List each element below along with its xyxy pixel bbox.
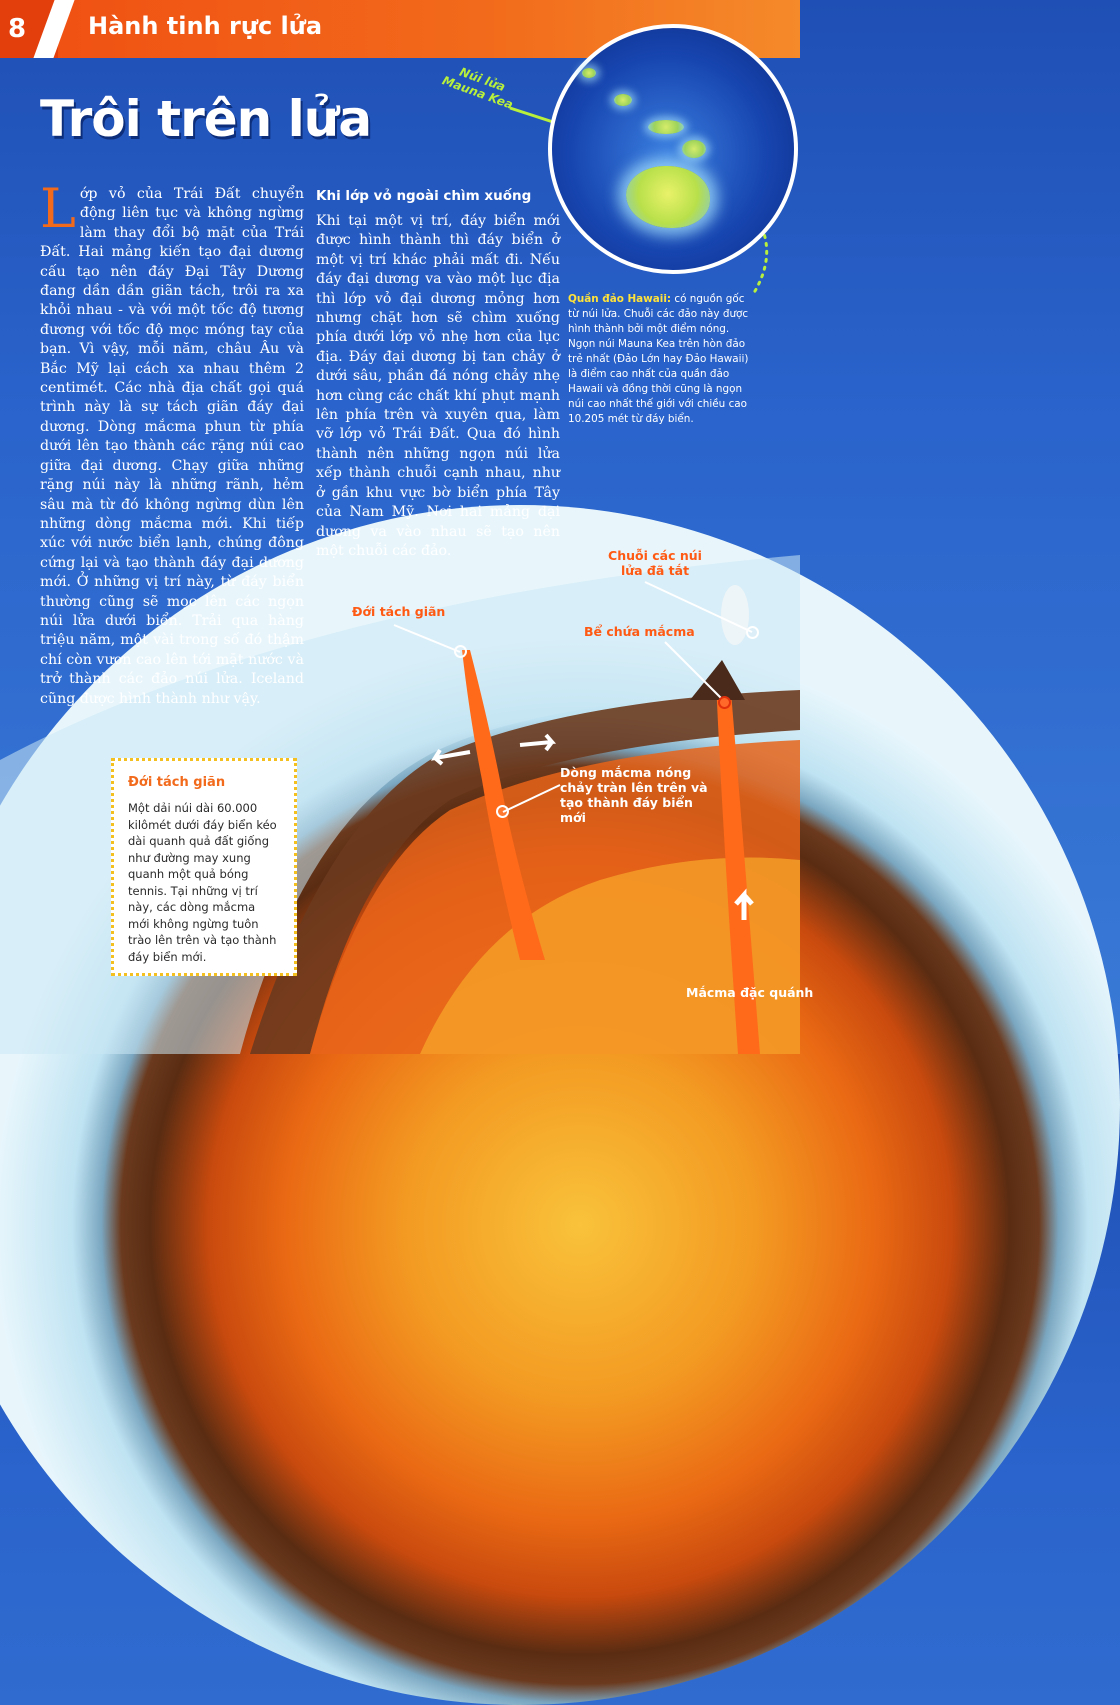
hawaii-text: có nguồn gốc từ núi lửa. Chuỗi các đảo này được hình thành bởi một điểm nóng. Ngọn núi Mauna Kea trên hòn đảo trẻ nhất (Đảo Lớn hay Đảo Hawaii) là điểm cao nhất của quần đảo Hawaii và đồng thời cũng là ngọn núi cao nhất thế giới với chiều cao 10.205 mét từ đáy biển.: [568, 293, 749, 425]
page-number: 8: [0, 0, 58, 58]
island-maui: [682, 140, 706, 158]
rift-box-heading: Đới tách giãn: [128, 775, 226, 790]
left-column-body: ớp vỏ của Trái Đất chuyển động liên tục và không ngừng làm thay đổi bộ mặt của Trái Đất. Hai mảng kiến tạo đại dương cấu tạo nên đáy Đại Tây Dương đang dần dần giãn tách, trôi ra xa khỏi nhau - và với một tốc độ tương đương với tốc độ mọc móng tay của bạn. Vì vậy, mỗi năm, châu Âu và Bắc Mỹ lại cách xa nhau thêm 2 centimét. Các nhà địa chất gọi quá trình này là sự tách giãn đáy đại dương. Dòng mắcma phun từ phía dưới lên tạo thành các rặng núi cao giữa đại dương. Chạy giữa những rặng núi này là những rãnh, hẻm sâu mà từ đó không ngừng dùn lên những dòng mắcma mới. Khi tiếp xúc với nước biển lạnh, chúng đông cứng lại và tạo thành đáy đại dương mới. Ở những vị trí này, từ đáy biển thường cũng sẽ mọc lên các ngọn núi lửa dưới biển. Trải qua hàng triệu năm, một vài trong số đó thậm chí còn vươn cao lên tới mặt nước và trở thành các đảo núi lửa. Iceland cũng được hình thành như vậy.: [40, 186, 304, 707]
dropcap: L: [40, 177, 76, 240]
extinct-volcanoes-label: Chuỗi các núi lửa đã tắt: [608, 548, 702, 578]
magma-flow-marker: [496, 805, 509, 818]
island-kauai: [582, 68, 596, 78]
hawaii-globe-inset: [548, 24, 798, 274]
island-molokai: [648, 120, 684, 134]
volcano-steam: [721, 585, 749, 645]
hawaii-caption: [568, 292, 758, 427]
page-title: Trôi trên lửa: [40, 90, 372, 148]
right-column-heading: Khi lớp vỏ ngoài chìm xuống: [316, 188, 532, 204]
dense-magma-label: Mắcma đặc quánh: [686, 985, 814, 1000]
rift-box-text: Một dải núi dài 60.000 kilômét dưới đáy biển kéo dài quanh quả đất giống như đường may xung quanh một quả bóng tennis. Tại những vị trí này, các dòng mắcma mới không ngừng tuôn trào lên trên và tạo thành đáy biển mới.: [128, 801, 277, 964]
mauna-kea-label: Núi lửa Mauna Kea: [440, 64, 515, 112]
right-column-body: Khi tại một vị trí, đáy biển mới được hình thành thì đáy biển ở một vị trí khác phải mất đi. Nếu đáy đại dương va vào một lục địa thì lớp vỏ đại dương mỏng hơn nhưng chặt hơn sẽ chìm xuống phía dưới lớp vỏ nhẹ hơn của lục địa. Đáy đại dương bị tan chảy ở dưới sâu, phần đá nóng chảy nhẹ hơn cùng các chất khí phụt mạnh lên phía trên và xuyên qua, làm vỡ lớp vỏ Trái Đất. Qua đó hình thành nên những ngọn núi lửa xếp thành chuỗi cạnh nhau, như ở gần khu vực bờ biển phía Tây của Nam Mỹ. Nơi hai mảng đại dương va vào nhau sẽ tạo nên một chuỗi các đảo.: [316, 213, 560, 559]
island-hawaii: [626, 166, 710, 228]
chapter-title: Hành tinh rực lửa: [88, 12, 323, 40]
left-column-text: [40, 177, 304, 709]
rift-label: Đới tách giãn: [352, 604, 446, 619]
magma-chamber-label: Bể chứa mắcma: [584, 624, 695, 639]
island-oahu: [614, 94, 632, 106]
right-column: [316, 188, 560, 561]
extinct-volcano-marker: [746, 626, 759, 639]
magma-flow-label: Dòng mắcma nóng chảy tràn lên trên và tạo thành đáy biển mới: [560, 765, 708, 825]
hawaii-heading: Quần đảo Hawaii:: [568, 293, 672, 305]
rift-marker: [454, 645, 467, 658]
rift-info-box: [111, 758, 297, 976]
magma-chamber-marker: [718, 696, 731, 709]
